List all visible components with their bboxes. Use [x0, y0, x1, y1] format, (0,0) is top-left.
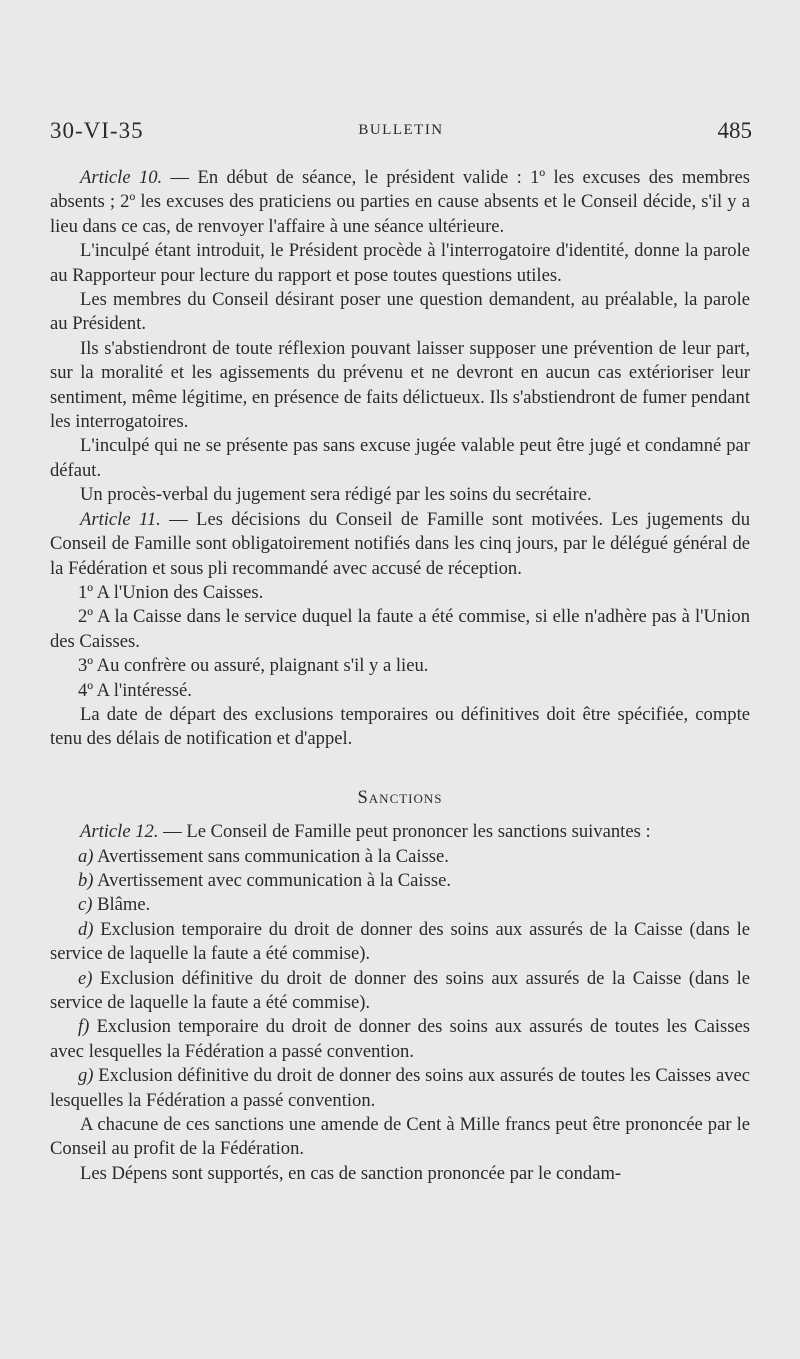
paragraph-text: — En début de séance, le président valide : 1º les excuses des membres absents ; 2º les excuses des praticiens ou parties en cause absents et le Conseil décide, s'il y a lieu dans ce cas, de renvoyer l'affaire à une séance ultérieure. — [50, 167, 750, 237]
article-label: Article 11. — [80, 508, 161, 530]
paragraph — [50, 434, 750, 483]
item-letter: g) — [78, 1065, 94, 1087]
item-letter: c) — [78, 894, 93, 916]
paragraph — [50, 703, 750, 752]
paragraph — [50, 288, 750, 337]
paragraph-text: — Le Conseil de Famille peut prononcer les sanctions suivantes : — [158, 821, 651, 843]
list-item — [50, 893, 750, 917]
paragraph — [50, 337, 750, 435]
paragraph-text: Exclusion temporaire du droit de donner des soins aux assurés de la Caisse (dans le service de laquelle la faute a été commise). — [50, 918, 750, 965]
paragraph — [50, 508, 750, 581]
paragraph-text: 2º A la Caisse dans le service duquel la faute a été commise, si elle n'adhère pas à l'Union des Caisses. — [50, 606, 750, 652]
list-item — [50, 581, 750, 605]
list-item — [50, 918, 750, 967]
header-date: 30-VI-35 — [50, 118, 144, 143]
header-title: BULLETIN — [358, 122, 444, 138]
page-header — [50, 118, 752, 148]
list-item — [50, 967, 750, 1016]
list-item — [50, 605, 750, 654]
paragraph-text: Exclusion définitive du droit de donner des soins aux assurés de toutes les Caisses avec lesquelles la Fédération a passé convention. — [50, 1065, 750, 1111]
paragraph-text: Les Dépens sont supportés, en cas de sanction prononcée par le condam- — [80, 1162, 622, 1184]
paragraph-text: Exclusion définitive du droit de donner des soins aux assurés de la Caisse (dans le service de laquelle la faute a été commise). — [50, 967, 750, 1013]
paragraph — [50, 1162, 750, 1186]
paragraph — [50, 483, 750, 507]
paragraph — [50, 239, 750, 288]
paragraph-text: 1º A l'Union des Caisses. — [78, 581, 264, 603]
paragraph-text: — Les décisions du Conseil de Famille sont motivées. Les jugements du Conseil de Famille sont obligatoirement notifiés dans les cinq jours, par le délégué général de la Fédération et sous pli recommandé avec accusé de réception. — [50, 508, 750, 579]
paragraph-text: Avertissement avec communication à la Caisse. — [93, 869, 451, 891]
paragraph-text: La date de départ des exclusions temporaires ou définitives doit être spécifiée, compte tenu des délais de notification et d'appel. — [50, 703, 750, 750]
paragraph-text: Un procès-verbal du jugement sera rédigé par les soins du secrétaire. — [80, 484, 592, 506]
paragraph-text: Exclusion temporaire du droit de donner des soins aux assurés de toutes les Caisses avec lesquelles la Fédération a passé convention. — [50, 1016, 750, 1062]
item-letter: f) — [78, 1016, 90, 1038]
list-item — [50, 654, 750, 678]
item-letter: d) — [78, 918, 94, 940]
paragraph-text: 4º A l'intéressé. — [78, 679, 192, 701]
item-letter: a) — [78, 845, 94, 867]
list-item — [50, 679, 750, 703]
paragraph-text: L'inculpé étant introduit, le Président procède à l'interrogatoire d'identité, donne la parole au Rapporteur pour lecture du rapport et pose toutes questions utiles. — [50, 240, 750, 286]
list-item — [50, 869, 750, 893]
paragraph-text: 3º Au confrère ou assuré, plaignant s'il y a lieu. — [78, 655, 429, 677]
item-letter: b) — [78, 869, 94, 891]
article-label: Article 12. — [80, 821, 159, 843]
paragraph — [50, 166, 750, 239]
paragraph-text: Blâme. — [92, 894, 151, 916]
page-number: 485 — [717, 118, 752, 143]
list-item — [50, 1015, 750, 1064]
list-item — [50, 1064, 750, 1113]
paragraph-text: A chacune de ces sanctions une amende de Cent à Mille francs peut être prononcée par le Conseil au profit de la Fédération. — [50, 1114, 750, 1160]
paragraph-text: Les membres du Conseil désirant poser une question demandent, au préalable, la parole au Président. — [50, 289, 750, 335]
paragraph-text: L'inculpé qui ne se présente pas sans excuse jugée valable peut être jugé et condamné par défaut. — [50, 435, 750, 481]
body-text — [50, 166, 750, 1186]
paragraph-text: Avertissement sans communication à la Caisse. — [93, 845, 449, 867]
paragraph-text: Ils s'abstiendront de toute réflexion pouvant laisser supposer une prévention de leur part, sur la moralité et les agissements du prévenu et ne devront en aucun cas extérioriser leur sentiment, même légitime, en présence de faits délictueux. Ils s'abstiendront de fumer pendant les interrogatoires. — [50, 337, 750, 433]
item-letter: e) — [78, 967, 93, 989]
list-item — [50, 845, 750, 869]
paragraph — [50, 1113, 750, 1162]
section-title: Sanctions — [357, 786, 443, 808]
article-label: Article 10. — [80, 167, 163, 188]
paragraph — [50, 820, 750, 844]
